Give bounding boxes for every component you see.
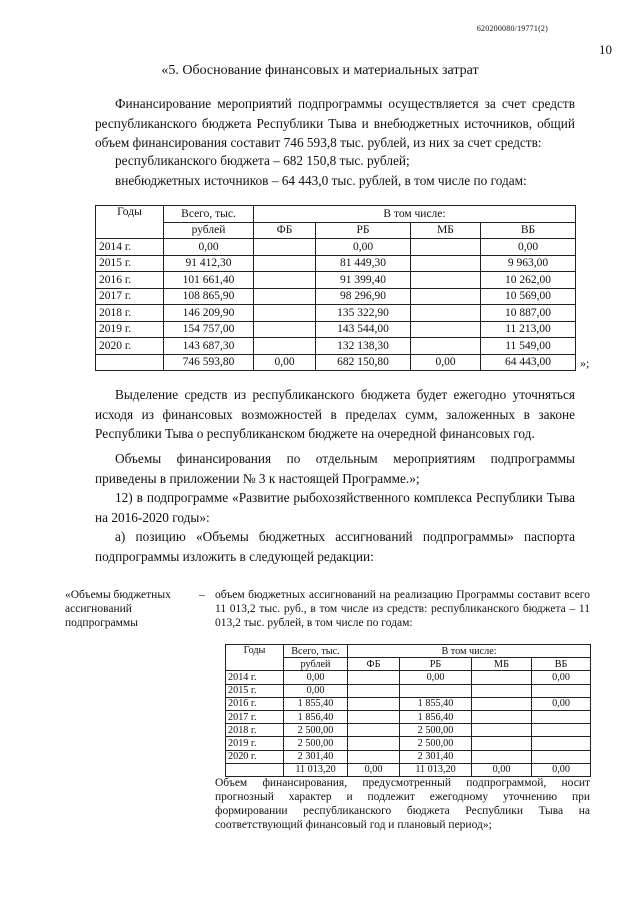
cell-vb [532,684,591,697]
cell-fb [348,724,400,737]
cell-rb: 1 856,40 [400,710,472,723]
cell-mb [472,710,532,723]
cell-mb: 0,00 [472,763,532,776]
cell-fb [254,272,316,289]
cell-mb [472,750,532,763]
header-vb: ВБ [481,222,576,239]
cell-total: 0,00 [284,671,348,684]
t2-header-vb: ВБ [532,658,591,671]
document-number: 620200080/19771(2) [476,24,548,33]
cell-vb: 10 569,00 [481,288,576,305]
allocation-paragraph-text: Выделение средств из республиканского бюджета будет ежегодно уточняться исходя из финансовых возможностей в пределах сумм, заложенных в законе Республики Тыва о республиканском бюджете на очередной финансовых год. [95,387,575,441]
cell-vb: 0,00 [532,671,591,684]
financing-table-fishery-body [226,671,591,777]
intro-paragraph [95,94,575,153]
cell-vb [532,737,591,750]
cell-rb: 0,00 [400,671,472,684]
cell-year: 2014 г. [96,239,164,256]
forecast-note: Объем финансирования, предусмотренный подпрограммой, носит прогнозный характер и подлежит ежегодному уточнению при формировании республиканского бюджета Республики Тыва на соответствующий финансовый год и плановый период»; [215,777,590,831]
cell-fb [348,737,400,750]
table-row [96,338,576,355]
cell-vb: 64 443,00 [481,354,576,371]
cell-year: 2019 г. [226,737,284,750]
cell-vb [532,724,591,737]
cell-mb [472,684,532,697]
cell-vb [532,710,591,723]
table-row [226,671,591,684]
table2-header-row [226,645,591,658]
passport-dash: – [199,589,205,601]
cell-total: 91 412,30 [164,255,254,272]
allocation-paragraph [95,385,575,444]
cell-mb [411,321,481,338]
cell-rb: 98 296,90 [316,288,411,305]
t2-header-mb: МБ [472,658,532,671]
table-row [96,288,576,305]
cell-fb: 0,00 [348,763,400,776]
cell-mb [411,255,481,272]
header-total-2: рублей [164,222,254,239]
cell-total: 0,00 [284,684,348,697]
cell-mb [472,737,532,750]
table-row [226,763,591,776]
republican-budget-line: республиканского бюджета – 682 150,8 тыс. рублей; [115,153,410,168]
header-mb: МБ [411,222,481,239]
table-row [96,255,576,272]
cell-rb: 91 399,40 [316,272,411,289]
cell-vb: 10 887,00 [481,305,576,322]
cell-total: 1 855,40 [284,697,348,710]
cell-vb: 11 213,00 [481,321,576,338]
cell-rb: 1 855,40 [400,697,472,710]
cell-rb: 2 301,40 [400,750,472,763]
cell-year: 2018 г. [226,724,284,737]
cell-fb [254,255,316,272]
cell-fb [254,305,316,322]
table-row [226,684,591,697]
header-rb: РБ [316,222,411,239]
cell-fb [348,684,400,697]
cell-total: 146 209,90 [164,305,254,322]
cell-year: 2020 г. [226,750,284,763]
cell-mb [411,239,481,256]
passport-description: объем бюджетных ассигнований на реализацию Программы составит всего 11 013,2 тыс. руб., в том числе из средств: республиканского бюджета – 11 013,2 тыс. рублей, в том числе по годам: [215,589,590,629]
volumes-paragraph [95,449,575,488]
cell-rb [400,684,472,697]
cell-total: 143 687,30 [164,338,254,355]
table-row [226,750,591,763]
t2-header-total-1: Всего, тыс. [284,645,348,658]
cell-fb [254,321,316,338]
cell-year: 2017 г. [96,288,164,305]
cell-rb: 81 449,30 [316,255,411,272]
table-header-row [96,206,576,223]
cell-fb [254,239,316,256]
cell-vb: 9 963,00 [481,255,576,272]
cell-rb: 11 013,20 [400,763,472,776]
cell-year: 2019 г. [96,321,164,338]
cell-mb [411,338,481,355]
cell-mb [472,697,532,710]
t2-header-years: Годы [226,645,284,671]
table-row [96,305,576,322]
cell-total: 101 661,40 [164,272,254,289]
table-row [96,321,576,338]
cell-fb [348,710,400,723]
t2-header-rb: РБ [400,658,472,671]
cell-total: 1 856,40 [284,710,348,723]
item-a-paragraph-text: а) позицию «Объемы бюджетных ассигнований подпрограммы» паспорта подпрограммы изложить в следующей редакции: [95,529,575,564]
intro-paragraph-text: Финансирование мероприятий подпрограммы осуществляется за счет средств республиканского бюджета Республики Тыва и внебюджетных источников, общий объем финансирования составит 746 593,8 тыс. рублей, из них за счет средств: [95,96,575,150]
cell-fb: 0,00 [254,354,316,371]
table-row [226,710,591,723]
t2-header-total-2: рублей [284,658,348,671]
table-row [226,724,591,737]
cell-year [96,354,164,371]
cell-year: 2018 г. [96,305,164,322]
cell-vb [532,750,591,763]
cell-year [226,763,284,776]
cell-mb [472,671,532,684]
cell-fb [348,750,400,763]
extrabudget-line: внебюджетных источников – 64 443,0 тыс. рублей, в том числе по годам: [115,173,527,188]
table-closing-mark: »; [580,356,590,370]
table-row [226,737,591,750]
cell-total: 746 593,80 [164,354,254,371]
cell-total: 2 301,40 [284,750,348,763]
table-row [96,354,576,371]
cell-vb: 11 549,00 [481,338,576,355]
cell-fb [254,288,316,305]
header-total-1: Всего, тыс. [164,206,254,223]
table-row [96,239,576,256]
item-12-paragraph-text: 12) в подпрограмме «Развитие рыбохозяйственного комплекса Республики Тыва на 2016-2020 годы»: [95,490,575,525]
cell-year: 2017 г. [226,710,284,723]
cell-vb: 10 262,00 [481,272,576,289]
financing-table-fishery [225,644,591,777]
cell-mb [411,305,481,322]
financing-table-main-body [96,239,576,371]
cell-total: 2 500,00 [284,737,348,750]
page-number: 10 [599,42,612,57]
cell-vb: 0,00 [532,697,591,710]
cell-rb: 143 544,00 [316,321,411,338]
cell-fb [348,697,400,710]
table-row [96,272,576,289]
cell-mb: 0,00 [411,354,481,371]
cell-year: 2015 г. [226,684,284,697]
cell-year: 2016 г. [96,272,164,289]
cell-vb: 0,00 [532,763,591,776]
cell-rb: 0,00 [316,239,411,256]
passport-label: «Объемы бюджетных ассигнований подпрограммы [65,589,171,629]
item-12-paragraph [95,488,575,527]
financing-table-main [95,205,576,371]
cell-total: 11 013,20 [284,763,348,776]
cell-total: 108 865,90 [164,288,254,305]
table-subheader-row [96,222,576,239]
volumes-paragraph-text: Объемы финансирования по отдельным мероприятиям подпрограммы приведены в приложении № 3 к настоящей Программе.»; [95,451,575,486]
cell-mb [411,272,481,289]
item-a-paragraph [95,527,575,566]
t2-header-group: В том числе: [348,645,591,658]
cell-year: 2015 г. [96,255,164,272]
header-group: В том числе: [254,206,576,223]
table-row [226,697,591,710]
cell-rb: 135 322,90 [316,305,411,322]
cell-year: 2014 г. [226,671,284,684]
section-title: «5. Обоснование финансовых и материальных затрат [161,63,479,78]
cell-rb: 132 138,30 [316,338,411,355]
cell-year: 2020 г. [96,338,164,355]
cell-fb [254,338,316,355]
cell-total: 2 500,00 [284,724,348,737]
header-years: Годы [96,206,164,239]
cell-total: 0,00 [164,239,254,256]
cell-year: 2016 г. [226,697,284,710]
cell-total: 154 757,00 [164,321,254,338]
header-fb: ФБ [254,222,316,239]
cell-mb [472,724,532,737]
cell-mb [411,288,481,305]
cell-rb: 682 150,80 [316,354,411,371]
cell-fb [348,671,400,684]
t2-header-fb: ФБ [348,658,400,671]
cell-vb: 0,00 [481,239,576,256]
cell-rb: 2 500,00 [400,724,472,737]
cell-rb: 2 500,00 [400,737,472,750]
